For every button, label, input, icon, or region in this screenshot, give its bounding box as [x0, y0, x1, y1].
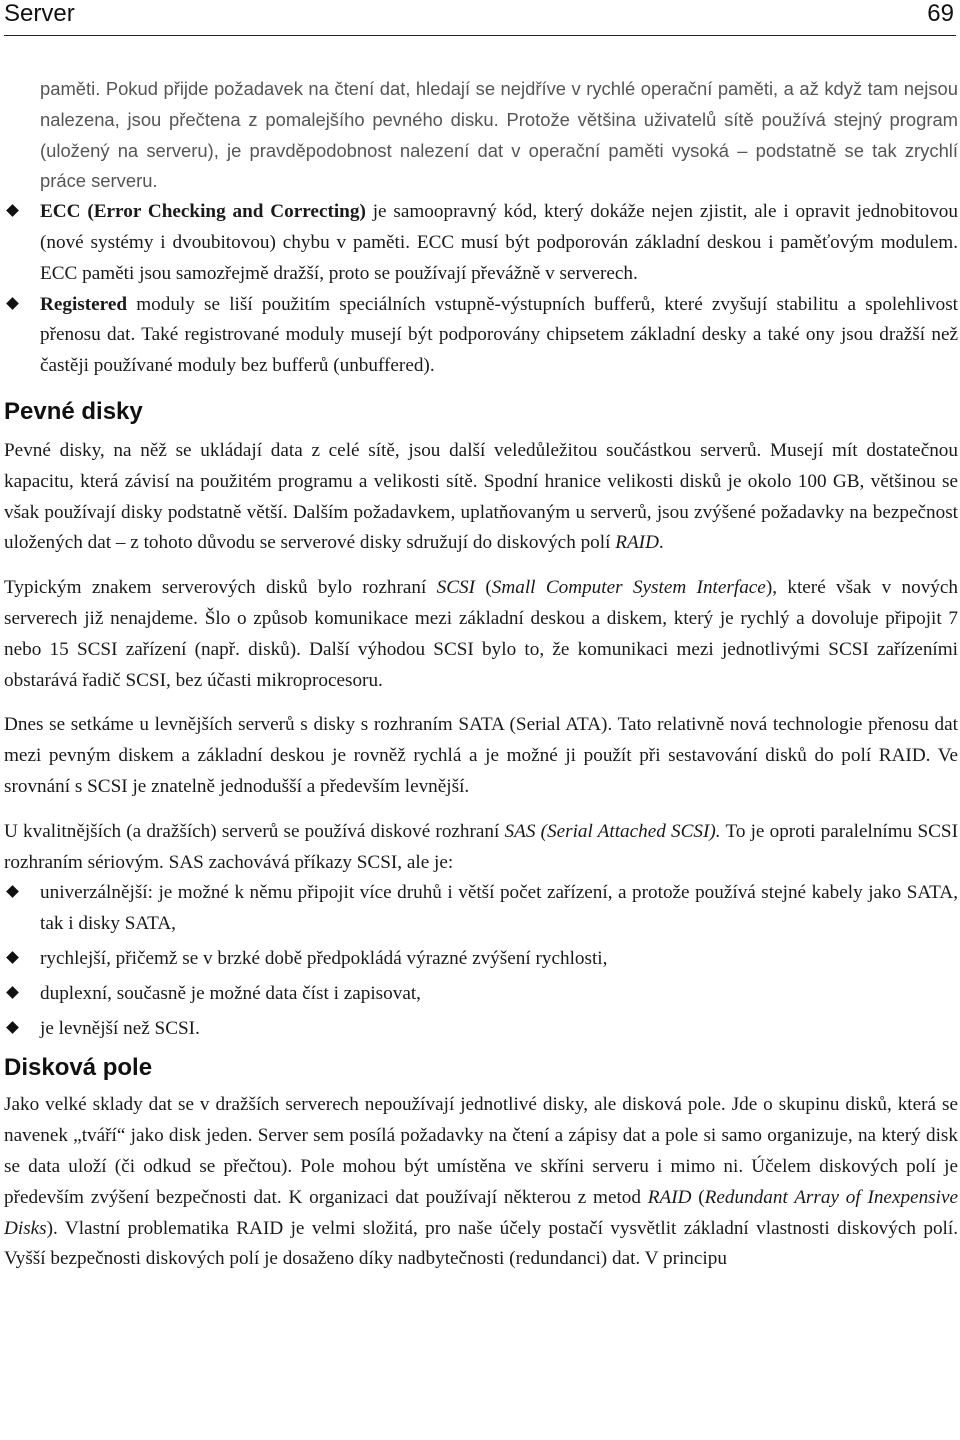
disks-paragraph-4 [4, 817, 958, 879]
page-header [4, 0, 956, 36]
term-ecc: ECC (Error Checking and Correcting) [40, 201, 366, 223]
sas-item-text: duplexní, současně je možné data číst i zapisovat, [40, 982, 421, 1004]
disks-paragraph-3: Dnes se setkáme u levnějších serverů s disky s rozhraním SATA (Serial ATA). Tato relativně nová technologie přenosu dat mezi pevným diskem a základní deskou je rovněž rychlá a je možné ji použít při sestavování disků do polí RAID. Ve srovnání s SCSI je znatelně jednodušší a především levnější. [4, 714, 958, 797]
sas-item-text: univerzálnější: je možné k němu připojit více druhů i větší počet zařízení, a protože používá stejné kabely jako SATA, tak i disky SATA, [40, 882, 958, 935]
memory-bullet-list [4, 197, 958, 382]
section-heading-disks: Pevné disky [4, 397, 143, 425]
disks-p2-scsi-expansion: Small Computer System Interface [491, 577, 766, 599]
list-item-sas-4 [4, 1014, 958, 1045]
disks-p2-e: ), které však v nových serverech již nenajdeme. Šlo o způsob komunikace mezi základní deskou a diskem, který je rychlý a dovoluje připojit 7 nebo 15 SCSI zařízení (např. disků). Další výhodou SCSI bylo to, že komunikaci mezi jednotlivými SCSI zařízeními obstarává řadič SCSI, bez účasti mikroprocesoru. [4, 577, 958, 691]
page-number: 69 [927, 0, 954, 27]
ecc-description: je samoopravný kód, který dokáže nejen zjistit, ale i opravit jednobitovou (nové systémy i dvoubitovou) chybu v paměti. ECC musí být podporován základní deskou i paměťovým modulem. ECC paměti jsou samozřejmě dražší, proto se používají převážně v serverech. [40, 201, 958, 284]
disks-paragraph-1 [4, 436, 958, 559]
arrays-p1-raid-expansion: Redundant Array of Inexpensive Disks [4, 1186, 959, 1239]
term-registered: Registered [40, 293, 128, 315]
arrays-p1-c: ( [691, 1186, 705, 1208]
list-item-ecc [4, 197, 958, 289]
diamond-bullet-icon [6, 297, 19, 310]
arrays-p1-raid: RAID [647, 1186, 692, 1208]
intro-paragraph: paměti. Pokud přijde požadavek na čtení dat, hledají se nejdříve v rychlé operační paměti, a až když tam nejsou nalezena, jsou přečtena z pomalejšího pevného disku. Protože většina uživatelů sítě používá stejný program (uložený na serveru), je pravděpodobnost nalezení dat v operační paměti vysoká – podstatně se tak zrychlí práce serveru. [40, 78, 958, 192]
arrays-paragraph-1 [4, 1090, 958, 1275]
diamond-bullet-icon [6, 885, 19, 898]
disks-p4-a: U kvalitnějších (a dražších) serverů se používá diskové rozhraní [4, 820, 505, 842]
arrays-p1-e: ). Vlastní problematika RAID je velmi složitá, pro naše účely postačí vysvětlit základní vlastnosti diskových polí. Vyšší bezpečnosti diskových polí je dosaženo díky nadbytečnosti (redundanci) dat. V principu [4, 1217, 958, 1270]
diamond-bullet-icon [6, 986, 19, 999]
sas-item-text: rychlejší, přičemž se v brzké době předpokládá výrazné zvýšení rychlosti, [40, 947, 608, 969]
registered-description: moduly se liší použitím speciálních vstupně-výstupních bufferů, které zvyšují stabilitu a spolehlivost přenosu dat. Také registrované moduly musejí být podporovány chipsetem základní desky a také ony jsou dražší než častěji používané moduly bez bufferů (unbuffered). [40, 293, 958, 377]
diamond-bullet-icon [6, 951, 19, 964]
list-item-sas-2 [4, 944, 958, 975]
disks-p1-end: . [658, 532, 664, 554]
section-heading-arrays: Disková pole [4, 1054, 153, 1082]
sas-item-text: je levnější než SCSI. [40, 1017, 200, 1039]
page-content [4, 74, 958, 1275]
disks-p2-c: ( [475, 577, 492, 599]
disks-p1-text: Pevné disky, na něž se ukládají data z celé sítě, jsou další veledůležitou součástkou serverů. Musejí mít dostatečnou kapacitu, která závisí na použitém programu a velikosti sítě. Spodní hranice velikosti disků je okolo 100 GB, většinou se však používají disky podstatně větší. Dalším požadavkem, uplatňovaným u serverů, jsou zvýšené požadavky na bezpečnost uložených dat – z tohoto důvodu se serverové disky sdružují do diskových polí [4, 439, 958, 554]
sas-bullet-list [4, 878, 958, 1044]
list-item-registered [4, 290, 958, 382]
disks-paragraph-2 [4, 573, 958, 696]
list-item-sas-3 [4, 979, 958, 1010]
arrays-p1-a: Jako velké sklady dat se v dražších serverech nepoužívají jednotlivé disky, ale disková pole. Jde o skupinu disků, která se navenek „tváří“ jako disk jeden. Server sem posílá požadavky na čtení a zápisy dat a pole si samo organizuje, na který disk se data uloží (či odkud se přečtou). Pole mohou být umístěna ve skříni serveru i mimo ni. Účelem diskových polí je především zvýšení bezpečnosti dat. K organizaci dat používají některou z metod [4, 1094, 958, 1208]
disks-p4-sas: SAS (Serial Attached SCSI). [504, 820, 721, 842]
running-title: Server [4, 0, 75, 27]
disks-p4-c: To je oproti paralelnímu SCSI rozhraním sériovým. SAS zachovává příkazy SCSI, ale je: [4, 820, 958, 873]
disks-p2-scsi: SCSI [436, 577, 476, 599]
diamond-bullet-icon [6, 1021, 19, 1034]
diamond-bullet-icon [6, 204, 19, 217]
disks-p2-a: Typickým znakem serverových disků bylo rozhraní [4, 577, 437, 599]
disks-p1-raid: RAID [615, 532, 659, 554]
list-item-sas-1 [4, 878, 958, 940]
